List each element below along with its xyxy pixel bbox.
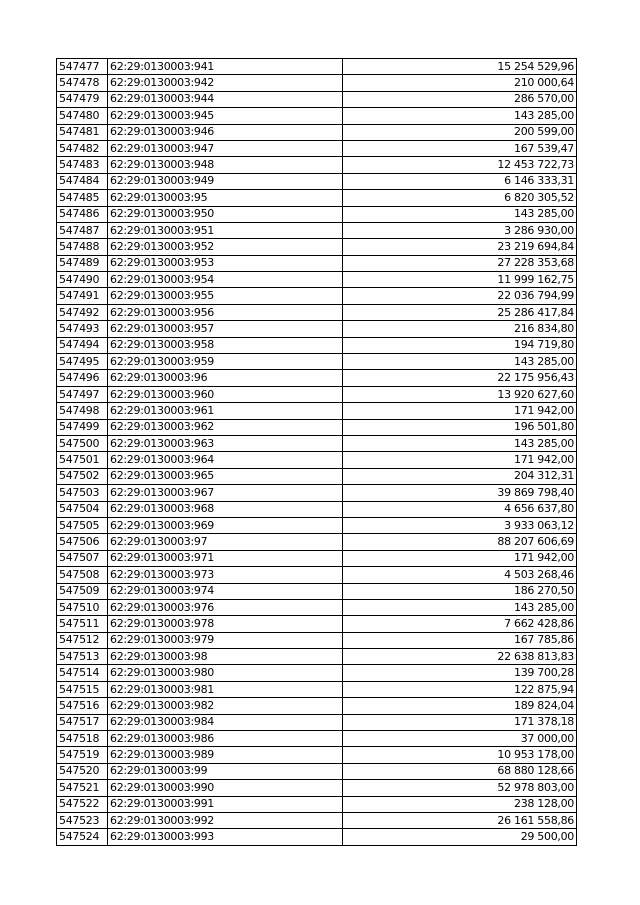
cadastral-value-cell: 143 285,00 <box>343 354 577 370</box>
cadastral-value-cell: 167 539,47 <box>343 140 577 156</box>
cadastral-number-cell: 62:29:0130003:965 <box>108 468 343 484</box>
cadastral-value-cell: 238 128,00 <box>343 796 577 812</box>
row-number-cell: 547507 <box>57 550 108 566</box>
cadastral-number-cell: 62:29:0130003:981 <box>108 681 343 697</box>
row-number-cell: 547489 <box>57 255 108 271</box>
cadastral-value-cell: 10 953 178,00 <box>343 747 577 763</box>
table-row <box>57 435 577 451</box>
cadastral-number-cell: 62:29:0130003:954 <box>108 272 343 288</box>
table-row <box>57 452 577 468</box>
row-number-cell: 547512 <box>57 632 108 648</box>
cadastral-number-cell: 62:29:0130003:959 <box>108 354 343 370</box>
row-number-cell: 547477 <box>57 59 108 75</box>
row-number-cell: 547495 <box>57 354 108 370</box>
cadastral-number-cell: 62:29:0130003:956 <box>108 304 343 320</box>
cadastral-number-cell: 62:29:0130003:968 <box>108 501 343 517</box>
cadastral-value-cell: 186 270,50 <box>343 583 577 599</box>
row-number-cell: 547479 <box>57 91 108 107</box>
row-number-cell: 547492 <box>57 304 108 320</box>
row-number-cell: 547520 <box>57 763 108 779</box>
cadastral-number-cell: 62:29:0130003:946 <box>108 124 343 140</box>
cadastral-number-cell: 62:29:0130003:980 <box>108 665 343 681</box>
cadastral-number-cell: 62:29:0130003:961 <box>108 403 343 419</box>
cadastral-number-cell: 62:29:0130003:982 <box>108 698 343 714</box>
table-row <box>57 91 577 107</box>
cadastral-number-cell: 62:29:0130003:962 <box>108 419 343 435</box>
cadastral-number-cell: 62:29:0130003:952 <box>108 239 343 255</box>
cadastral-number-cell: 62:29:0130003:973 <box>108 567 343 583</box>
row-number-cell: 547491 <box>57 288 108 304</box>
cadastral-number-cell: 62:29:0130003:960 <box>108 386 343 402</box>
row-number-cell: 547513 <box>57 649 108 665</box>
cadastral-value-cell: 194 719,80 <box>343 337 577 353</box>
table-row <box>57 731 577 747</box>
cadastral-number-cell: 62:29:0130003:978 <box>108 616 343 632</box>
row-number-cell: 547517 <box>57 714 108 730</box>
cadastral-value-cell: 204 312,31 <box>343 468 577 484</box>
table-row <box>57 403 577 419</box>
table-row <box>57 255 577 271</box>
row-number-cell: 547497 <box>57 386 108 402</box>
cadastral-value-cell: 4 503 268,46 <box>343 567 577 583</box>
table-row <box>57 157 577 173</box>
cadastral-number-cell: 62:29:0130003:989 <box>108 747 343 763</box>
row-number-cell: 547481 <box>57 124 108 140</box>
cadastral-number-cell: 62:29:0130003:974 <box>108 583 343 599</box>
cadastral-number-cell: 62:29:0130003:958 <box>108 337 343 353</box>
row-number-cell: 547480 <box>57 108 108 124</box>
row-number-cell: 547496 <box>57 370 108 386</box>
cadastral-value-cell: 171 942,00 <box>343 452 577 468</box>
cadastral-value-cell: 171 942,00 <box>343 403 577 419</box>
cadastral-value-cell: 171 378,18 <box>343 714 577 730</box>
cadastral-value-cell: 29 500,00 <box>343 829 577 845</box>
table-row <box>57 59 577 75</box>
cadastral-value-cell: 6 820 305,52 <box>343 190 577 206</box>
row-number-cell: 547506 <box>57 534 108 550</box>
cadastral-value-cell: 143 285,00 <box>343 108 577 124</box>
cadastral-value-cell: 189 824,04 <box>343 698 577 714</box>
row-number-cell: 547483 <box>57 157 108 173</box>
cadastral-number-cell: 62:29:0130003:969 <box>108 517 343 533</box>
table-row <box>57 272 577 288</box>
table-row <box>57 485 577 501</box>
cadastral-number-cell: 62:29:0130003:947 <box>108 140 343 156</box>
cadastral-value-cell: 210 000,64 <box>343 75 577 91</box>
row-number-cell: 547522 <box>57 796 108 812</box>
table-row <box>57 780 577 796</box>
cadastral-value-cell: 26 161 558,86 <box>343 812 577 828</box>
cadastral-value-cell: 12 453 722,73 <box>343 157 577 173</box>
table-row <box>57 124 577 140</box>
cadastral-number-cell: 62:29:0130003:948 <box>108 157 343 173</box>
cadastral-value-cell: 216 834,80 <box>343 321 577 337</box>
table-row <box>57 829 577 845</box>
table-row <box>57 108 577 124</box>
table-row <box>57 354 577 370</box>
row-number-cell: 547515 <box>57 681 108 697</box>
row-number-cell: 547518 <box>57 731 108 747</box>
cadastral-number-cell: 62:29:0130003:964 <box>108 452 343 468</box>
row-number-cell: 547514 <box>57 665 108 681</box>
table-row <box>57 517 577 533</box>
cadastral-number-cell: 62:29:0130003:991 <box>108 796 343 812</box>
cadastral-number-cell: 62:29:0130003:945 <box>108 108 343 124</box>
table-row <box>57 812 577 828</box>
cadastral-value-cell: 13 920 627,60 <box>343 386 577 402</box>
row-number-cell: 547508 <box>57 567 108 583</box>
table-body <box>57 59 577 846</box>
cadastral-value-cell: 68 880 128,66 <box>343 763 577 779</box>
table-row <box>57 534 577 550</box>
row-number-cell: 547521 <box>57 780 108 796</box>
cadastral-value-cell: 39 869 798,40 <box>343 485 577 501</box>
cadastral-value-cell: 6 146 333,31 <box>343 173 577 189</box>
table-row <box>57 140 577 156</box>
cadastral-number-cell: 62:29:0130003:992 <box>108 812 343 828</box>
row-number-cell: 547493 <box>57 321 108 337</box>
row-number-cell: 547523 <box>57 812 108 828</box>
table-row <box>57 665 577 681</box>
cadastral-value-cell: 143 285,00 <box>343 599 577 615</box>
row-number-cell: 547487 <box>57 222 108 238</box>
row-number-cell: 547505 <box>57 517 108 533</box>
cadastral-value-cell: 22 638 813,83 <box>343 649 577 665</box>
table-row <box>57 681 577 697</box>
table-row <box>57 599 577 615</box>
table-row <box>57 550 577 566</box>
cadastral-number-cell: 62:29:0130003:97 <box>108 534 343 550</box>
row-number-cell: 547516 <box>57 698 108 714</box>
table-row <box>57 632 577 648</box>
cadastral-value-table <box>56 58 577 846</box>
table-row <box>57 321 577 337</box>
cadastral-number-cell: 62:29:0130003:990 <box>108 780 343 796</box>
cadastral-value-cell: 167 785,86 <box>343 632 577 648</box>
table-row <box>57 796 577 812</box>
row-number-cell: 547498 <box>57 403 108 419</box>
cadastral-number-cell: 62:29:0130003:951 <box>108 222 343 238</box>
table-row <box>57 75 577 91</box>
row-number-cell: 547510 <box>57 599 108 615</box>
cadastral-value-cell: 15 254 529,96 <box>343 59 577 75</box>
row-number-cell: 547484 <box>57 173 108 189</box>
cadastral-number-cell: 62:29:0130003:971 <box>108 550 343 566</box>
row-number-cell: 547504 <box>57 501 108 517</box>
row-number-cell: 547509 <box>57 583 108 599</box>
table-row <box>57 616 577 632</box>
table-row <box>57 649 577 665</box>
cadastral-number-cell: 62:29:0130003:949 <box>108 173 343 189</box>
cadastral-number-cell: 62:29:0130003:95 <box>108 190 343 206</box>
cadastral-value-cell: 3 286 930,00 <box>343 222 577 238</box>
row-number-cell: 547499 <box>57 419 108 435</box>
cadastral-number-cell: 62:29:0130003:941 <box>108 59 343 75</box>
row-number-cell: 547478 <box>57 75 108 91</box>
cadastral-number-cell: 62:29:0130003:950 <box>108 206 343 222</box>
cadastral-value-cell: 143 285,00 <box>343 206 577 222</box>
table-row <box>57 419 577 435</box>
row-number-cell: 547488 <box>57 239 108 255</box>
cadastral-number-cell: 62:29:0130003:963 <box>108 435 343 451</box>
table-row <box>57 567 577 583</box>
row-number-cell: 547490 <box>57 272 108 288</box>
table-row <box>57 386 577 402</box>
table-row <box>57 370 577 386</box>
row-number-cell: 547524 <box>57 829 108 845</box>
cadastral-number-cell: 62:29:0130003:953 <box>108 255 343 271</box>
table-row <box>57 337 577 353</box>
row-number-cell: 547502 <box>57 468 108 484</box>
row-number-cell: 547482 <box>57 140 108 156</box>
cadastral-value-cell: 88 207 606,69 <box>343 534 577 550</box>
table-row <box>57 222 577 238</box>
row-number-cell: 547485 <box>57 190 108 206</box>
cadastral-number-cell: 62:29:0130003:986 <box>108 731 343 747</box>
row-number-cell: 547494 <box>57 337 108 353</box>
cadastral-value-cell: 139 700,28 <box>343 665 577 681</box>
table-row <box>57 714 577 730</box>
cadastral-value-cell: 7 662 428,86 <box>343 616 577 632</box>
row-number-cell: 547486 <box>57 206 108 222</box>
cadastral-number-cell: 62:29:0130003:955 <box>108 288 343 304</box>
cadastral-number-cell: 62:29:0130003:979 <box>108 632 343 648</box>
cadastral-number-cell: 62:29:0130003:967 <box>108 485 343 501</box>
table-row <box>57 583 577 599</box>
cadastral-value-cell: 52 978 803,00 <box>343 780 577 796</box>
cadastral-value-cell: 4 656 637,80 <box>343 501 577 517</box>
table-row <box>57 239 577 255</box>
cadastral-value-cell: 143 285,00 <box>343 435 577 451</box>
cadastral-value-cell: 200 599,00 <box>343 124 577 140</box>
row-number-cell: 547501 <box>57 452 108 468</box>
cadastral-value-cell: 23 219 694,84 <box>343 239 577 255</box>
table-row <box>57 698 577 714</box>
cadastral-value-cell: 196 501,80 <box>343 419 577 435</box>
row-number-cell: 547503 <box>57 485 108 501</box>
cadastral-number-cell: 62:29:0130003:944 <box>108 91 343 107</box>
row-number-cell: 547511 <box>57 616 108 632</box>
cadastral-number-cell: 62:29:0130003:96 <box>108 370 343 386</box>
cadastral-value-cell: 22 036 794,99 <box>343 288 577 304</box>
table-row <box>57 501 577 517</box>
cadastral-number-cell: 62:29:0130003:99 <box>108 763 343 779</box>
table-row <box>57 747 577 763</box>
cadastral-number-cell: 62:29:0130003:984 <box>108 714 343 730</box>
cadastral-number-cell: 62:29:0130003:976 <box>108 599 343 615</box>
cadastral-value-cell: 27 228 353,68 <box>343 255 577 271</box>
cadastral-number-cell: 62:29:0130003:993 <box>108 829 343 845</box>
table-row <box>57 288 577 304</box>
cadastral-value-cell: 171 942,00 <box>343 550 577 566</box>
table-row <box>57 206 577 222</box>
cadastral-value-cell: 22 175 956,43 <box>343 370 577 386</box>
row-number-cell: 547519 <box>57 747 108 763</box>
cadastral-value-cell: 286 570,00 <box>343 91 577 107</box>
cadastral-value-cell: 11 999 162,75 <box>343 272 577 288</box>
cadastral-number-cell: 62:29:0130003:942 <box>108 75 343 91</box>
table-row <box>57 304 577 320</box>
table-row <box>57 763 577 779</box>
cadastral-value-cell: 37 000,00 <box>343 731 577 747</box>
table-row <box>57 190 577 206</box>
row-number-cell: 547500 <box>57 435 108 451</box>
cadastral-number-cell: 62:29:0130003:957 <box>108 321 343 337</box>
table-row <box>57 468 577 484</box>
table-row <box>57 173 577 189</box>
cadastral-value-cell: 122 875,94 <box>343 681 577 697</box>
cadastral-value-cell: 3 933 063,12 <box>343 517 577 533</box>
cadastral-number-cell: 62:29:0130003:98 <box>108 649 343 665</box>
cadastral-value-cell: 25 286 417,84 <box>343 304 577 320</box>
